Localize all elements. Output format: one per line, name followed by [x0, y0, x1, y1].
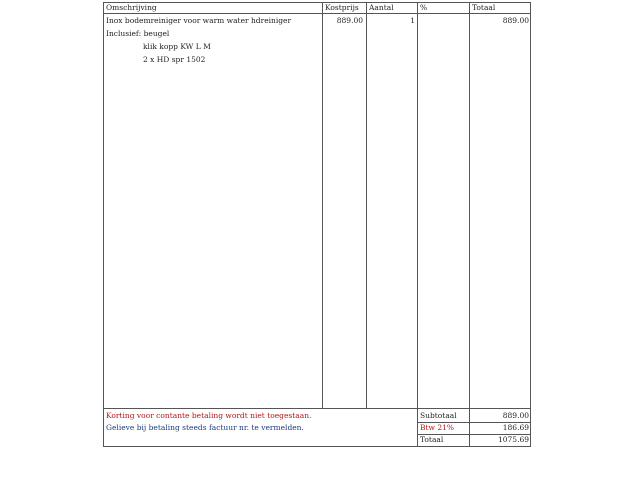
header-bottom-border — [103, 13, 531, 14]
header-description: Omschrijving — [106, 3, 157, 12]
col-divider-cost-price — [322, 2, 323, 408]
col-divider-total — [469, 2, 470, 446]
item-quantity: 1 — [410, 16, 415, 25]
header-total: Totaal — [472, 3, 496, 12]
item-description-line: klik kopp KW L M — [143, 42, 211, 51]
vat-label: Btw 21% — [420, 423, 454, 432]
footer-bottom-border — [103, 446, 531, 447]
col-divider-percent — [417, 2, 418, 446]
header-quantity: Aantal — [369, 3, 394, 12]
vat-value: 186.69 — [502, 423, 529, 432]
item-description-line: Inox bodemreiniger voor warm water hdreiniger — [106, 16, 292, 25]
header-percent: % — [420, 3, 428, 12]
item-description-line: 2 x HD spr 1502 — [143, 55, 206, 64]
table-left-border — [103, 2, 104, 446]
item-cost-price: 889.00 — [336, 16, 363, 25]
subtotal-label: Subtotaal — [420, 411, 457, 420]
total-value: 1075.69 — [497, 435, 529, 444]
table-right-border — [530, 2, 531, 446]
header-top-border — [103, 2, 531, 3]
body-bottom-border — [103, 408, 531, 409]
col-divider-quantity — [366, 2, 367, 408]
notice-invoice-number: Gelieve bij betaling steeds factuur nr. te vermelden. — [106, 423, 304, 432]
header-cost-price: Kostprijs — [325, 3, 359, 12]
item-total: 889.00 — [502, 16, 529, 25]
subtotal-value: 889.00 — [502, 411, 529, 420]
item-description-line: Inclusief: beugel — [106, 29, 170, 38]
notice-cash-discount: Korting voor contante betaling wordt niet toegestaan. — [106, 411, 312, 420]
total-label: Totaal — [420, 435, 444, 444]
